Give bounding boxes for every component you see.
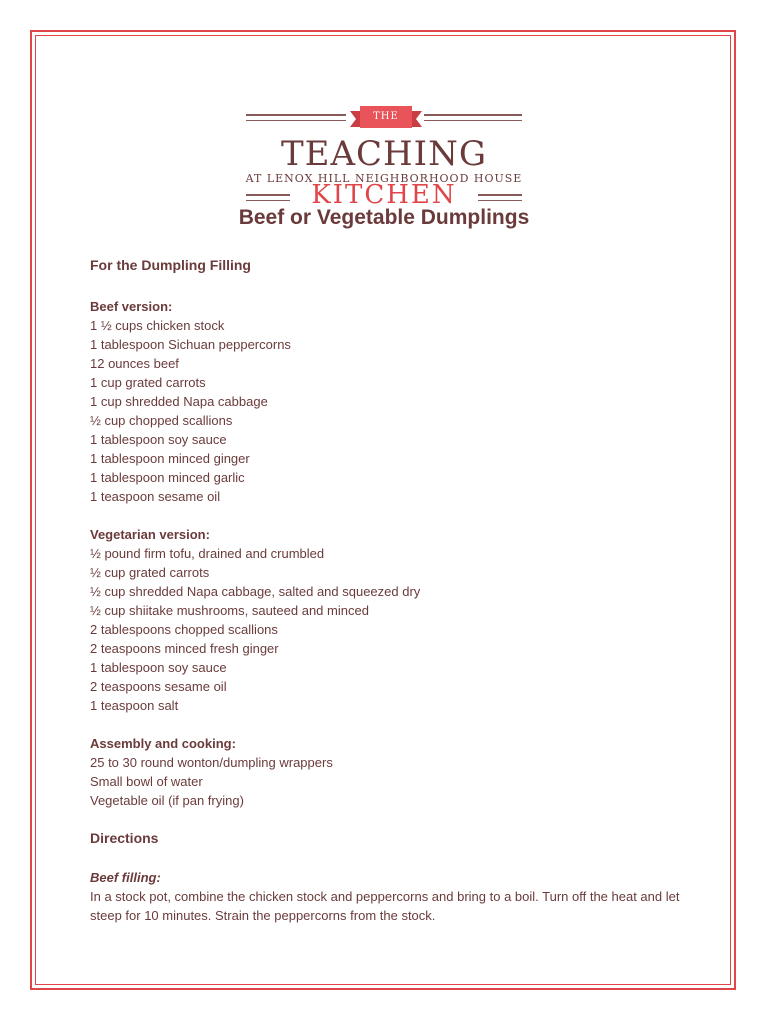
list-item: ½ cup shredded Napa cabbage, salted and squeezed dry	[90, 584, 421, 599]
assembly-heading: Assembly and cooking:	[90, 736, 236, 751]
list-item: 1 tablespoon minced garlic	[90, 470, 245, 485]
assembly-section	[90, 734, 710, 810]
logo-tagline: AT LENOX HILL NEIGHBORHOOD HOUSE	[245, 172, 523, 185]
list-item: 1 tablespoon soy sauce	[90, 660, 227, 675]
list-item: 2 tablespoons chopped scallions	[90, 622, 278, 637]
list-item: ½ cup chopped scallions	[90, 413, 233, 428]
list-item: 12 ounces beef	[90, 356, 179, 371]
filling-heading: For the Dumpling Filling	[90, 257, 251, 273]
logo-the: THE	[360, 106, 412, 128]
list-item: Vegetable oil (if pan frying)	[90, 793, 244, 808]
logo-rule	[424, 114, 522, 116]
list-item: ½ cup shiitake mushrooms, sauteed and minced	[90, 603, 369, 618]
logo-rule	[246, 114, 346, 116]
list-item: 1 cup grated carrots	[90, 375, 206, 390]
recipe-title: Beef or Vegetable Dumplings	[238, 206, 530, 229]
list-item: 2 teaspoons sesame oil	[90, 679, 227, 694]
list-item: 1 tablespoon soy sauce	[90, 432, 227, 447]
list-item: Small bowl of water	[90, 774, 203, 789]
list-item: 1 teaspoon sesame oil	[90, 489, 221, 504]
logo-kitchen: KITCHEN	[311, 180, 457, 210]
list-item: 1 tablespoon Sichuan peppercorns	[90, 337, 291, 352]
logo-rule	[424, 120, 522, 121]
logo-teaching: TEACHING	[280, 134, 488, 174]
list-item: 25 to 30 round wonton/dumpling wrappers	[90, 755, 333, 770]
vegetarian-heading: Vegetarian version:	[90, 527, 210, 542]
beef-heading: Beef version:	[90, 299, 173, 314]
list-item: ½ cup grated carrots	[90, 565, 210, 580]
recipe-content	[90, 256, 710, 925]
list-item: 2 teaspoons minced fresh ginger	[90, 641, 279, 656]
vegetarian-version	[90, 525, 710, 715]
teaching-kitchen-logo	[246, 52, 522, 210]
directions-heading: Directions	[90, 830, 159, 846]
directions-section	[90, 829, 710, 925]
list-item: 1 teaspoon salt	[90, 698, 179, 713]
list-item: 1 cup shredded Napa cabbage	[90, 394, 268, 409]
list-item: 1 ½ cups chicken stock	[90, 318, 225, 333]
list-item: 1 tablespoon minced ginger	[90, 451, 250, 466]
beef-version	[90, 297, 710, 506]
logo-rule	[246, 120, 346, 121]
list-item: ½ pound firm tofu, drained and crumbled	[90, 546, 325, 561]
beef-filling-text: In a stock pot, combine the chicken stock and peppercorns and bring to a boil. Turn off the heat and let steep for 10 minutes. Strain the peppercorns from the stock.	[90, 889, 680, 923]
beef-filling-heading: Beef filling:	[90, 870, 161, 885]
logo-ribbon	[350, 106, 422, 130]
